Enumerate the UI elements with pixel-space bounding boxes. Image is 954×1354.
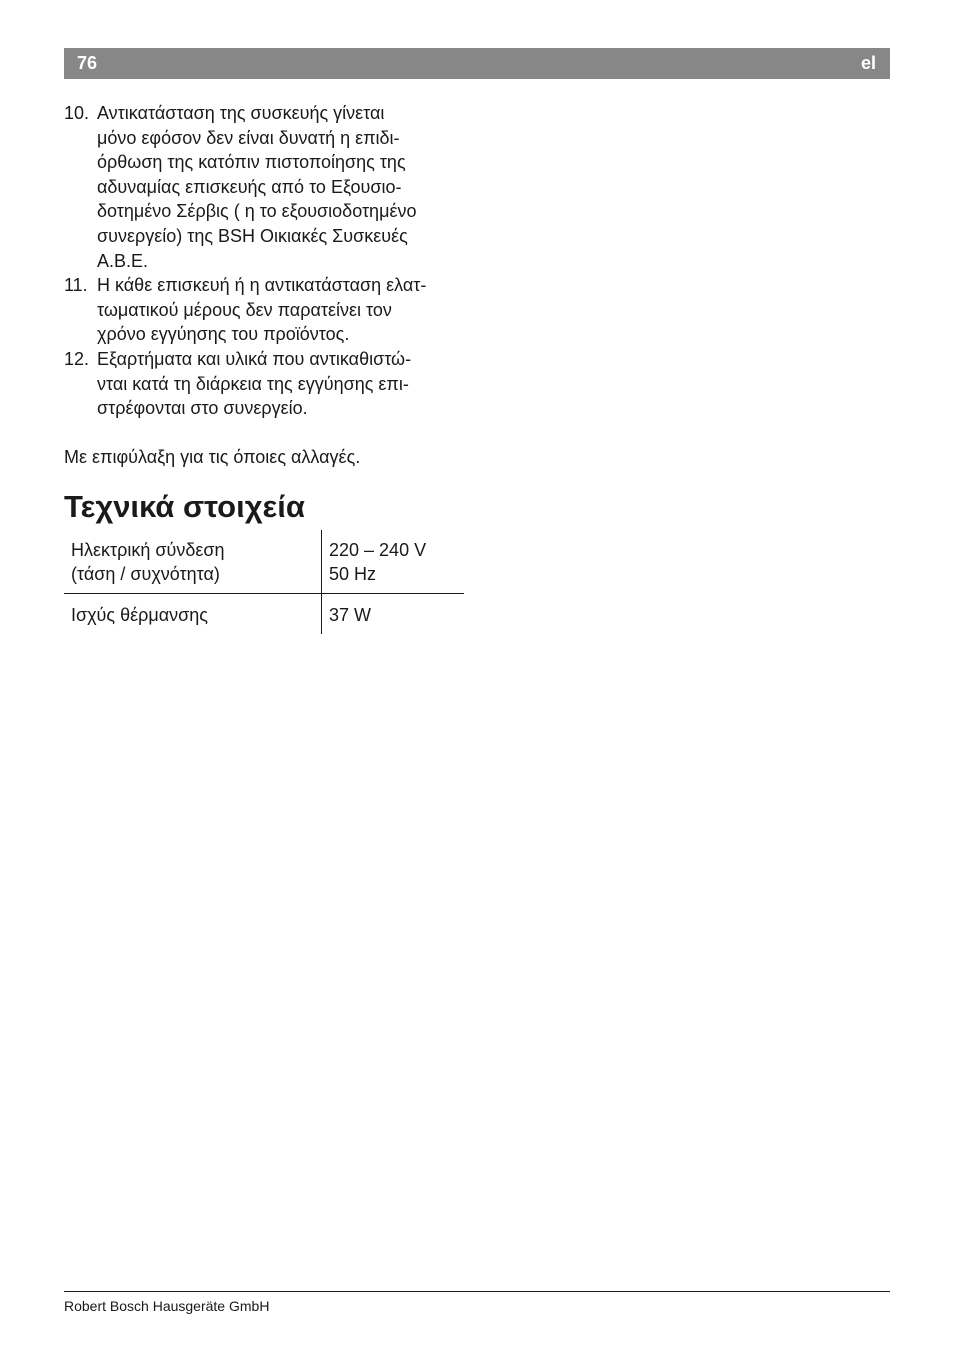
warranty-term-item — [64, 347, 466, 421]
spec-value: 220 – 240 V — [329, 540, 427, 561]
item-text-line: αδυναμίας επισκευής από το Εξουσιο- — [97, 176, 402, 197]
table-row — [64, 594, 464, 635]
footer-divider — [64, 1291, 890, 1292]
warranty-term-item — [64, 273, 466, 347]
spec-value-cell — [322, 594, 465, 635]
item-text-line: A.B.E. — [97, 250, 149, 271]
item-text-line: όρθωση της κατόπιν πιστοποίησης της — [97, 152, 406, 173]
spec-label-cell — [64, 594, 322, 635]
item-text-line: χρόνο εγγύησης του προϊόντος. — [97, 324, 350, 345]
page-number: 76 — [77, 53, 98, 73]
page-header-bar — [64, 48, 890, 79]
closing-note: Με επιφύλαξη για τις όποιες αλλαγές. — [64, 446, 361, 467]
item-text-line: τωματικού μέρους δεν παρατείνει τον — [97, 299, 392, 320]
language-code: el — [860, 53, 876, 73]
warranty-terms-list — [64, 101, 466, 421]
item-number: 10. — [64, 103, 90, 123]
item-text-line: δοτημένο Σέρβις ( η το εξουσιοδοτημένο — [97, 201, 417, 222]
technical-data-table — [64, 530, 464, 634]
item-text-line: νται κατά τη διάρκεια της εγγύησης επι- — [97, 373, 409, 394]
item-text-line: μόνο εφόσον δεν είναι δυνατή η επιδι- — [97, 127, 400, 148]
spec-label: Ηλεκτρική σύνδεση — [71, 540, 225, 561]
item-text-line: Η κάθε επισκευή ή η αντικατάσταση ελατ- — [97, 275, 427, 296]
spec-value: 37 W — [329, 605, 372, 626]
spec-value-cell — [322, 530, 465, 594]
item-text-line: Εξαρτήματα και υλικά που αντικαθιστώ- — [97, 348, 412, 369]
item-number: 12. — [64, 348, 90, 369]
spec-value: 50 Hz — [329, 564, 377, 585]
footer-company-name: Robert Bosch Hausgeräte GmbH — [64, 1298, 270, 1314]
spec-label: Ισχύς θέρμανσης — [71, 605, 208, 626]
item-text-line: συνεργείο) της BSH Οικιακές Συσκευές — [97, 225, 408, 246]
item-text-line: Αντικατάσταση της συσκευής γίνεται — [97, 103, 385, 123]
technical-data-heading: Τεχνικά στοιχεία — [64, 489, 305, 525]
warranty-term-item — [64, 101, 466, 273]
table-row — [64, 530, 464, 594]
spec-label: (τάση / συχνότητα) — [71, 564, 220, 585]
item-number: 11. — [64, 275, 88, 296]
main-content — [64, 101, 466, 634]
item-text-line: στρέφονται στο συνεργείο. — [97, 398, 308, 419]
spec-label-cell — [64, 530, 322, 594]
